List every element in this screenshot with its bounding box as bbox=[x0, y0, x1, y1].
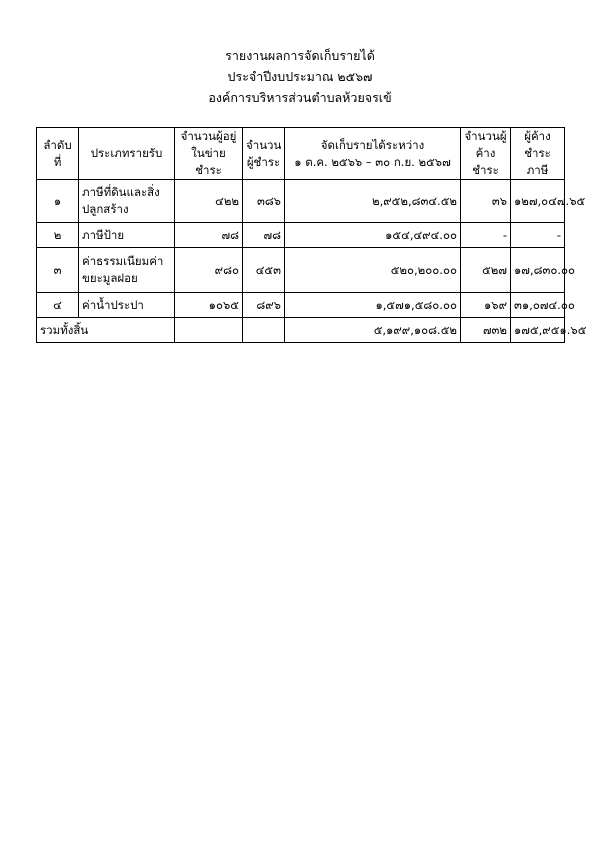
row-payers: ๘๙๖ bbox=[243, 293, 285, 318]
row-payers: ๓๘๖ bbox=[243, 180, 285, 223]
row-overdue-count: ๑๖๙ bbox=[461, 293, 511, 318]
header-payers-line2: ผู้ชำระ bbox=[246, 154, 281, 169]
total-row bbox=[37, 318, 565, 343]
report-fiscal-year: ประจำปีงบประมาณ ๒๕๖๗ bbox=[227, 69, 373, 84]
row-collected: ๒,๙๕๒,๘๓๔.๕๒ bbox=[285, 180, 461, 223]
table-row bbox=[37, 180, 565, 223]
total-in-list bbox=[175, 318, 243, 343]
row-overdue-tax: ๓๑,๐๗๔.๐๐ bbox=[511, 293, 565, 318]
header-overdue-count bbox=[461, 128, 511, 180]
header-in-list-line1: จำนวนผู้อยู่ bbox=[180, 129, 237, 143]
row-type: ค่าน้ำประปา bbox=[79, 293, 175, 318]
header-collected bbox=[285, 128, 461, 180]
row-type bbox=[79, 248, 175, 293]
row-type-line2: ขยะมูลฝอย bbox=[82, 271, 138, 285]
header-collected-line1: จัดเก็บรายได้ระหว่าง bbox=[320, 137, 425, 152]
row-type bbox=[79, 180, 175, 223]
header-in-list bbox=[175, 128, 243, 180]
total-overdue-count: ๗๓๒ bbox=[461, 318, 511, 343]
header-payers bbox=[243, 128, 285, 180]
row-type-line1: ค่าธรรมเนียมค่า bbox=[82, 254, 164, 268]
header-in-list-line2: ในข่ายชำระ bbox=[191, 146, 226, 177]
row-collected: ๑๕๔,๔๙๔.๐๐ bbox=[285, 223, 461, 248]
table-row bbox=[37, 223, 565, 248]
header-overdue-count-line2: ค้างชำระ bbox=[472, 146, 499, 177]
row-no: ๒ bbox=[37, 223, 79, 248]
total-label: รวมทั้งสิ้น bbox=[37, 318, 175, 343]
table-header-row bbox=[37, 128, 565, 180]
header-overdue-tax: ผู้ค้างชำระภาษี bbox=[511, 128, 565, 180]
row-collected: ๑,๕๗๑,๕๘๐.๐๐ bbox=[285, 293, 461, 318]
row-no: ๓ bbox=[37, 248, 79, 293]
header-no: ลำดับที่ bbox=[37, 128, 79, 180]
row-collected: ๕๒๐,๒๐๐.๐๐ bbox=[285, 248, 461, 293]
report-organization: องค์การบริหารส่วนตำบลห้วยจรเข้ bbox=[208, 90, 392, 105]
total-payers bbox=[243, 318, 285, 343]
row-type-line1: ภาษีที่ดินและสิ่ง bbox=[82, 185, 160, 199]
header-collected-line2: ๑ ต.ค. ๒๕๖๖ – ๓๐ ก.ย. ๒๕๖๗ bbox=[294, 154, 451, 169]
row-no: ๔ bbox=[37, 293, 79, 318]
row-no: ๑ bbox=[37, 180, 79, 223]
header-type: ประเภทรายรับ bbox=[79, 128, 175, 180]
header-payers-line1: จำนวน bbox=[246, 137, 282, 152]
row-in-list: ๔๒๒ bbox=[175, 180, 243, 223]
revenue-table bbox=[36, 127, 587, 343]
row-overdue-count: - bbox=[461, 223, 511, 248]
table-row bbox=[37, 293, 565, 318]
header-overdue-count-line1: จำนวนผู้ bbox=[464, 129, 507, 143]
row-payers: ๗๘ bbox=[243, 223, 285, 248]
row-type: ภาษีป้าย bbox=[79, 223, 175, 248]
total-overdue-tax: ๑๗๕,๙๕๑.๖๕ bbox=[511, 318, 565, 343]
row-in-list: ๑๐๖๕ bbox=[175, 293, 243, 318]
row-overdue-tax: ๑๗,๘๓๐.๐๐ bbox=[511, 248, 565, 293]
report-title: รายงานผลการจัดเก็บรายได้ bbox=[225, 48, 375, 63]
row-in-list: ๗๘ bbox=[175, 223, 243, 248]
row-overdue-tax: ๑๒๗,๐๔๗.๖๕ bbox=[511, 180, 565, 223]
total-collected: ๕,๑๙๙,๑๐๘.๕๒ bbox=[285, 318, 461, 343]
row-overdue-count: ๕๒๗ bbox=[461, 248, 511, 293]
row-type-line2: ปลูกสร้าง bbox=[82, 202, 129, 216]
table-row bbox=[37, 248, 565, 293]
row-overdue-count: ๓๖ bbox=[461, 180, 511, 223]
row-in-list: ๙๘๐ bbox=[175, 248, 243, 293]
row-overdue-tax: - bbox=[511, 223, 565, 248]
row-payers: ๔๕๓ bbox=[243, 248, 285, 293]
